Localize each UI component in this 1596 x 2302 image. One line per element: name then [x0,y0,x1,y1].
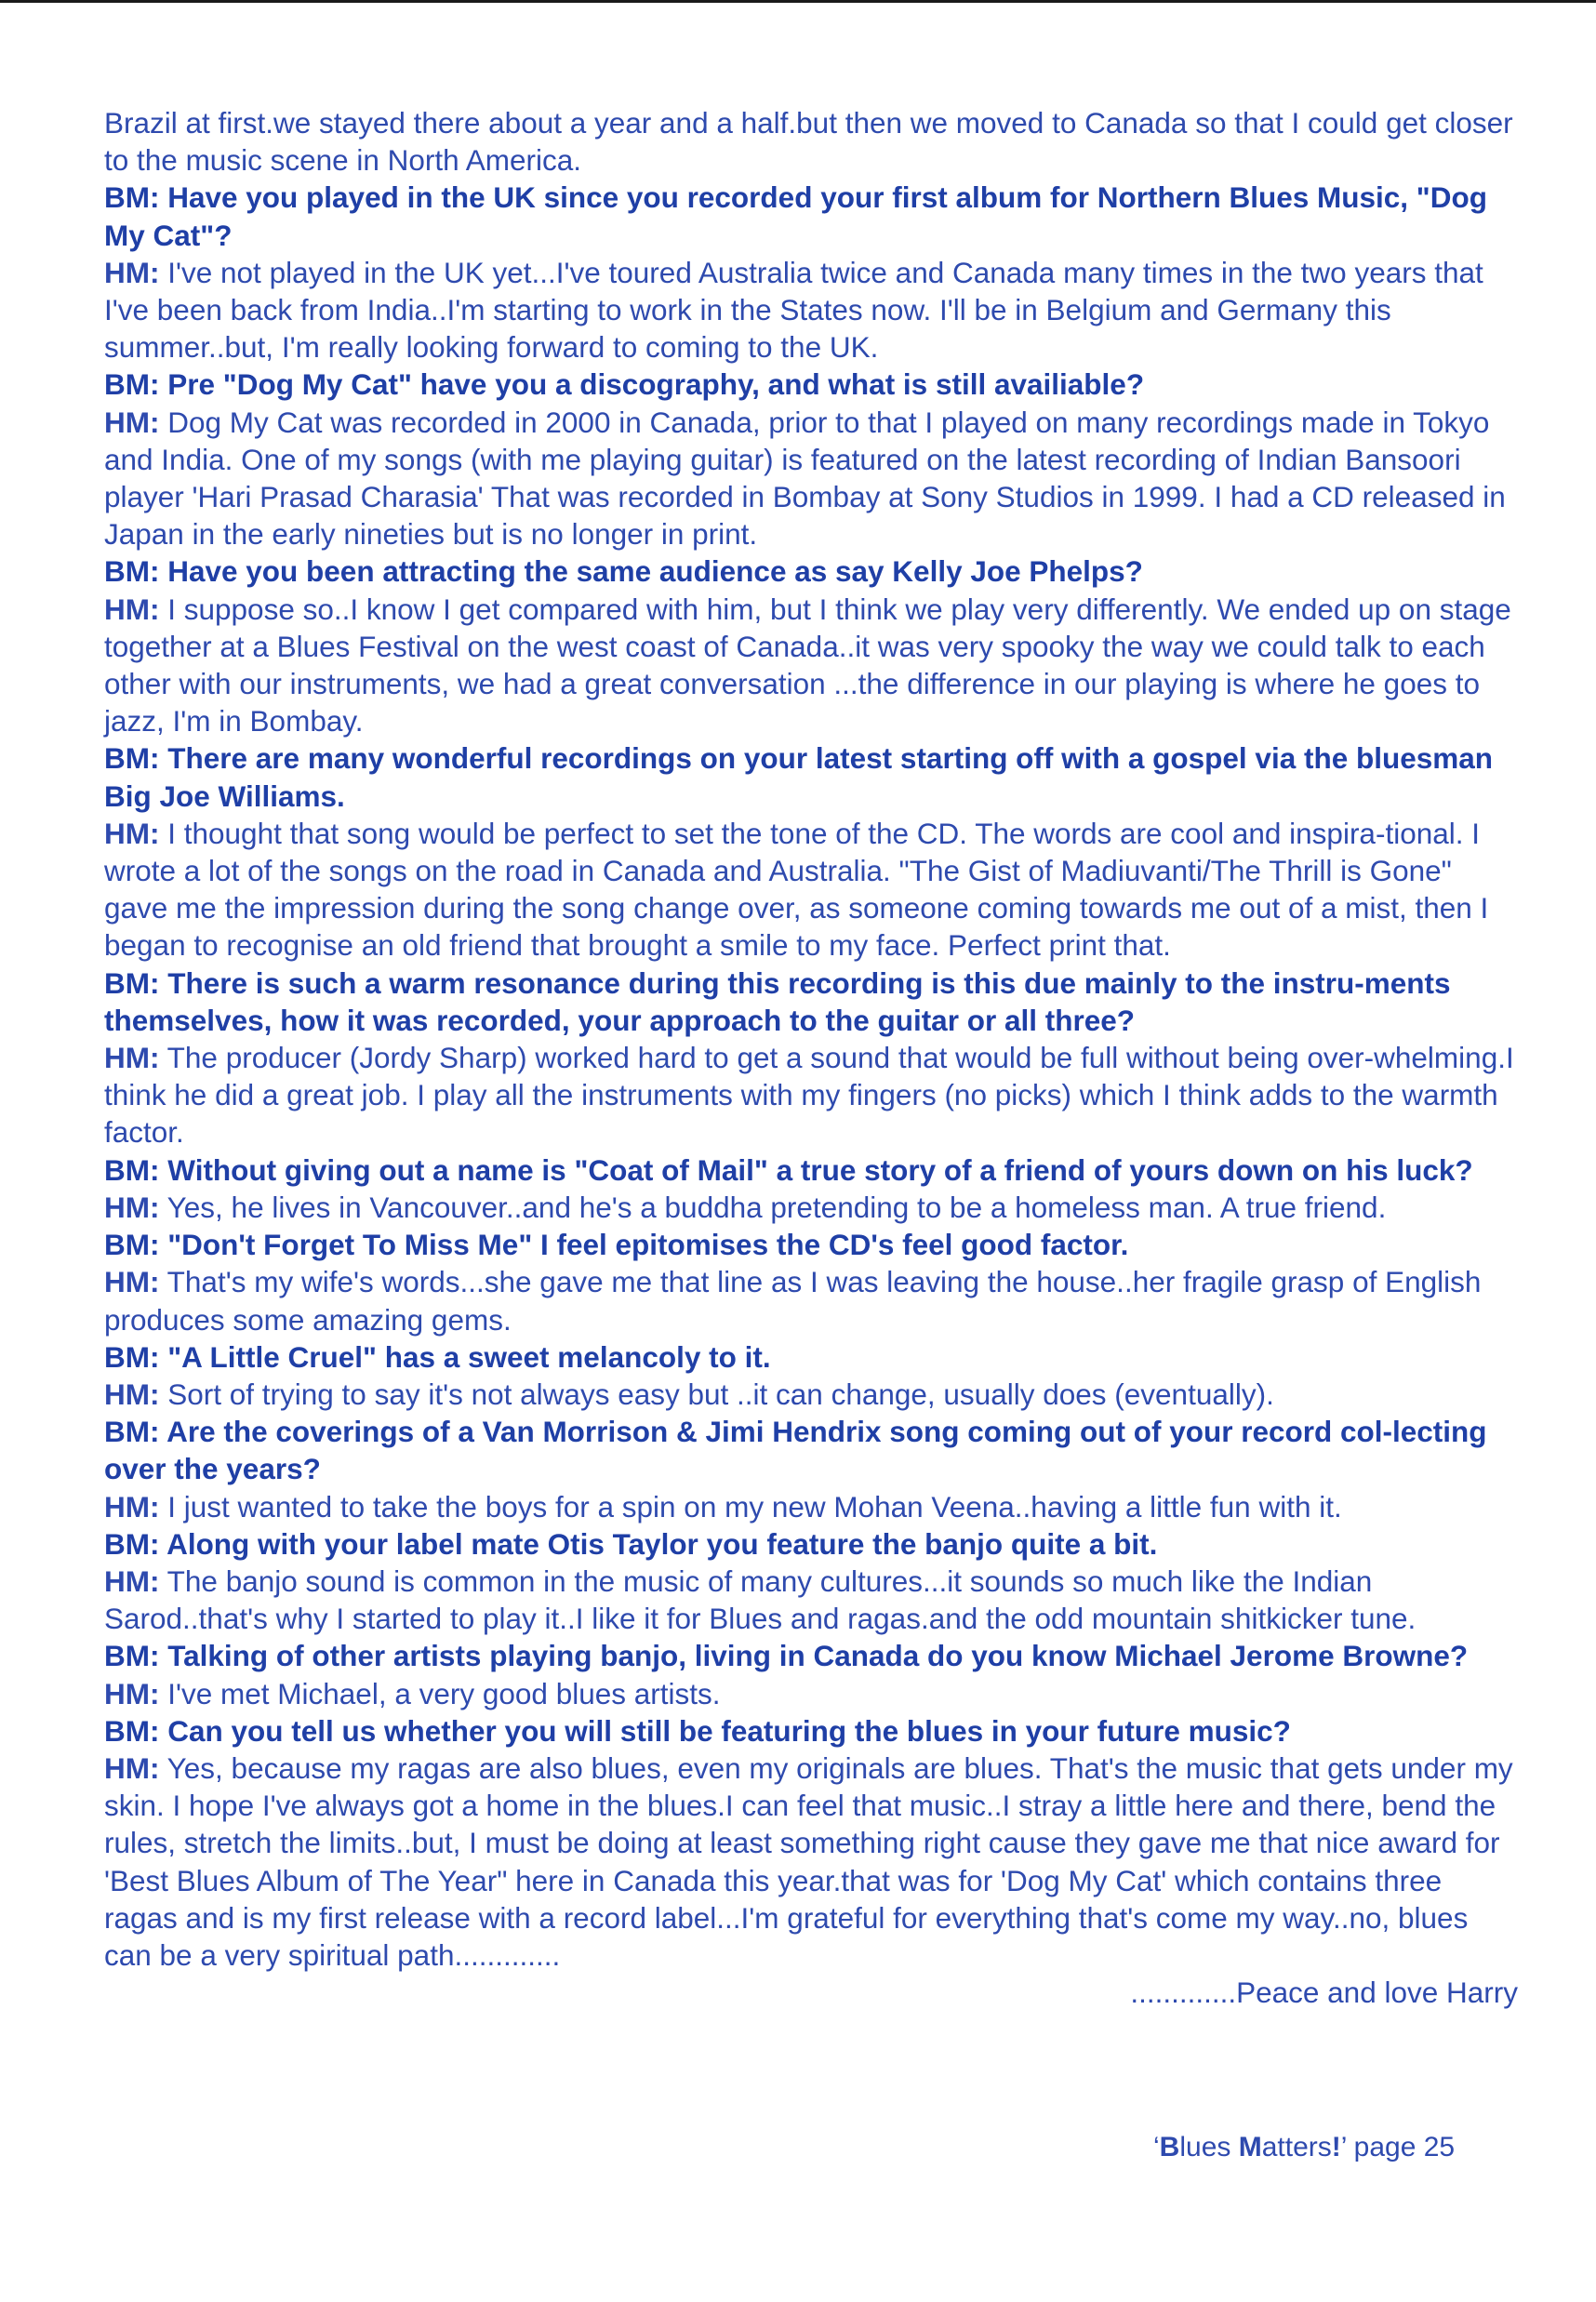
speaker-label: BM: [104,965,160,1000]
page-footer [1153,2132,1470,2163]
speaker-label: BM: [104,1526,160,1561]
speaker-label: BM: [104,1713,160,1748]
question [104,1151,1518,1189]
answer [104,254,1518,366]
question [104,179,1518,253]
answer-text: I just wanted to take the boys for a spin on my new Mohan Veena..having a little fun with it. [159,1489,1342,1524]
speaker-label: BM: [104,741,160,776]
footer-initial-m: M [1238,2132,1262,2162]
question-text: Have you played in the UK since you recorded your first album for Northern Blues Music, "Dog My Cat"? [104,180,1487,252]
intro-paragraph: Brazil at first.we stayed there about a year and a half.but then we moved to Canada so that I could get closer to the music scene in North America. [104,106,1513,178]
signoff: .............Peace and love Harry [1130,1976,1518,2010]
speaker-label: HM: [104,816,160,850]
answer [104,591,1518,740]
answer [104,1039,1518,1151]
footer-page-number: ’ page 25 [1340,2132,1456,2162]
question [104,552,1518,590]
interview-article [104,104,1518,2011]
speaker-label: HM: [104,1377,160,1411]
answer [104,1675,1518,1712]
footer-initial-b: B [1159,2132,1180,2162]
speaker-label: BM: [104,1339,160,1374]
question [104,1712,1518,1750]
answer-text: I suppose so..I know I get compared with him, but I think we play very differently. We ended up on stage together at a Blues Festival on the west coast of Canada..it was very spooky the way we could talk to each other with our instruments, we had a great conversation ...the difference in our playing is where he goes to jazz, I'm in Bombay. [104,592,1511,739]
top-border-line [0,0,1596,3]
answer [104,1488,1518,1525]
question [104,1525,1518,1563]
answer-text: The banjo sound is common in the music of many cultures...it sounds so much like the Indian Sarod..that's why I started to play it..I like it for Blues and ragas.and the odd mountain shitkicker tune. [104,1563,1416,1636]
speaker-label: BM: [104,1415,160,1449]
answer [104,1750,1518,1974]
answer [104,815,1518,965]
speaker-label: HM: [104,1563,160,1598]
footer-open-quote: ‘ [1153,2132,1160,2162]
speaker-label: HM: [104,255,160,289]
question [104,366,1518,403]
answer-text: Yes, he lives in Vancouver..and he's a buddha pretending to be a homeless man. A true friend. [159,1190,1387,1224]
question-text: Pre "Dog My Cat" have you a discography, and what is still availiable? [159,367,1145,402]
speaker-label: BM: [104,1639,160,1673]
question-text: Without giving out a name is "Coat of Mail" a true story of a friend of yours down on his luck? [159,1152,1473,1187]
speaker-label: HM: [104,592,160,626]
speaker-label: HM: [104,1265,160,1299]
question [104,1338,1518,1376]
question-text: Talking of other artists playing banjo, living in Canada do you know Michael Jerome Browne? [159,1639,1469,1673]
answer-text: I've met Michael, a very good blues artists. [159,1676,721,1710]
answer [104,1563,1518,1637]
speaker-label: HM: [104,1190,160,1224]
answer-text: Sort of trying to say it's not always easy but ..it can change, usually does (eventually). [159,1377,1274,1411]
footer-word-1: lues [1179,2132,1239,2162]
question-text: Along with your label mate Otis Taylor you feature the banjo quite a bit. [159,1526,1158,1561]
question [104,1637,1518,1674]
speaker-label: BM: [104,1152,160,1187]
question-text: Have you been attracting the same audience as say Kelly Joe Phelps? [159,554,1143,589]
speaker-label: HM: [104,1676,160,1710]
question-text: There are many wonderful recordings on your latest starting off with a gospel via the bluesman Big Joe Williams. [104,741,1494,813]
question [104,739,1518,814]
question [104,1413,1518,1487]
answer [104,1189,1518,1226]
answer [104,1263,1518,1337]
question-text: "Don't Forget To Miss Me" I feel epitomises the CD's feel good factor. [159,1228,1129,1262]
question-text: "A Little Cruel" has a sweet melancoly to it. [159,1339,771,1374]
speaker-label: HM: [104,1750,160,1785]
speaker-label: HM: [104,1041,160,1075]
answer-text: Yes, because my ragas are also blues, even my originals are blues. That's the music that gets under my skin. I hope I've always got a home in the blues.I can feel that music..I stray a little here and there, bend the rules, stretch the limits..but, I must be doing at least something right cause they gave me that nice award for 'Best Blues Album of The Year" here in Canada this year.that was for 'Dog My Cat' which contains three ragas and is my first release with a record label...I'm grateful for everything that's come my way..no, blues can be a very spiritual path............. [104,1750,1513,1972]
question-text: Are the coverings of a Van Morrison & Jimi Hendrix song coming out of your record col-lecting over the years? [104,1415,1487,1486]
speaker-label: HM: [104,1489,160,1524]
speaker-label: BM: [104,554,160,589]
answer [104,1376,1518,1413]
speaker-label: BM: [104,367,160,402]
question [104,965,1518,1039]
answer-text: Dog My Cat was recorded in 2000 in Canada, prior to that I played on many recordings made in Tokyo and India. One of my songs (with me playing guitar) is featured on the latest recording of Indian Bansoori player 'Hari Prasad Charasia' That was recorded in Bombay at Sony Studios in 1999. I had a CD released in Japan in the early nineties but is no longer in print. [104,405,1506,552]
answer-text: I've not played in the UK yet...I've toured Australia twice and Canada many times in the two years that I've been back from India..I'm starting to work in the States now. I'll be in Belgium and Germany this summer..but, I'm really looking forward to coming to the UK. [104,255,1483,365]
question [104,1226,1518,1263]
footer-word-2: atters [1261,2132,1332,2162]
answer [104,404,1518,553]
speaker-label: BM: [104,1228,160,1262]
speaker-label: HM: [104,405,160,439]
answer-text: I thought that song would be perfect to set the tone of the CD. The words are cool and inspira-tional. I wrote a lot of the songs on the road in Canada and Australia. "The Gist of Madiuvanti/The Thrill is Gone" gave me the impression during the song change over, as someone coming towards me out of a mist, then I began to recognise an old friend that brought a smile to my face. Perfect print that. [104,816,1489,963]
question-text: There is such a warm resonance during this recording is this due mainly to the instru-ments themselves, how it was recorded, your approach to the guitar or all three? [104,965,1451,1037]
footer-exclamation: ! [1331,2132,1341,2162]
question-text: Can you tell us whether you will still be featuring the blues in your future music? [159,1713,1291,1748]
speaker-label: BM: [104,180,160,215]
answer-text: That's my wife's words...she gave me that line as I was leaving the house..her fragile grasp of English produces some amazing gems. [104,1265,1482,1337]
answer-text: The producer (Jordy Sharp) worked hard to get a sound that would be full without being over-whelming.I think he did a great job. I play all the instruments with my fingers (no picks) which I think adds to the warmth factor. [104,1041,1514,1150]
